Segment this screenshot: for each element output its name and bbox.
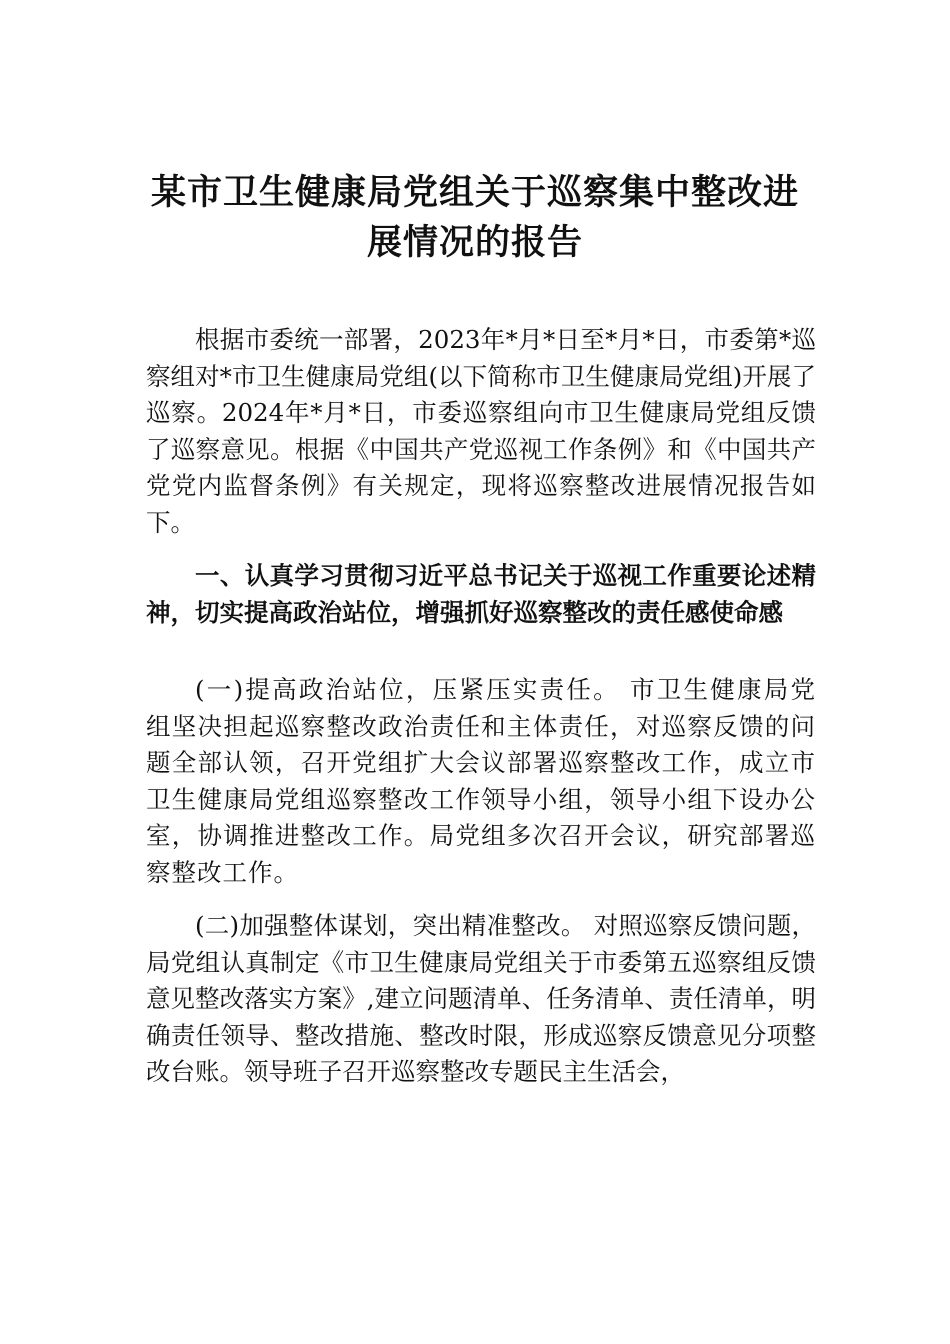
subsection-lead-2: (二)加强整体谋划，突出精准整改。 bbox=[195, 911, 586, 940]
document-title-line-2: 展情况的报告 bbox=[366, 223, 583, 263]
document-title-line-1: 某市卫生健康局党组关于巡察集中整改进 bbox=[150, 173, 799, 213]
subsection-body-1: 市卫生健康局党 组坚决担起巡察整改政治责任和主体责任，对巡察反馈的问 题全部认领，召开党组扩大会议部署巡察整改工作，成立市 卫生健康局党组巡察整改工作领导小组，领导小组下设办公 室，协调推进整改工作。局党组多次召开会议，研究部署巡 察整改工作。 bbox=[146, 675, 816, 887]
section-heading-1: 一、认真学习贯彻习近平总书记关于巡视工作重要论述精神，切实提高政治站位，增强抓好巡察整改的责任感使命感 bbox=[146, 561, 816, 627]
intro-paragraph: 根据市委统一部署，2023年*月*日至*月*日，市委第*巡察组对*市卫生健康局党组(以下简称市卫生健康局党组)开展了巡察。2024年*月*日，市委巡察组向市卫生健康局党组反馈了巡察意见。根据《中国共产党巡视工作条例》和《中国共产党党内监督条例》有关规定，现将巡察整改进展情况报告如下。 bbox=[146, 325, 816, 537]
subsection-lead-1: (一)提高政治站位，压紧压实责任。 bbox=[195, 675, 620, 704]
subsection-body-2: 对照巡察反馈问题，局党组认真制定《市卫生健康局党组关于市委第五巡察组反馈意见整改落实方案》,建立问题清单、任务清单、责任清单，明确责任领导、整改措施、整改时限，形成巡察反馈意见分项整改台账。领导班子召开巡察整改专题民主生活会， bbox=[146, 911, 816, 1086]
subsection-paragraph-1 bbox=[146, 672, 816, 891]
subsection-paragraph-2 bbox=[146, 908, 816, 1091]
